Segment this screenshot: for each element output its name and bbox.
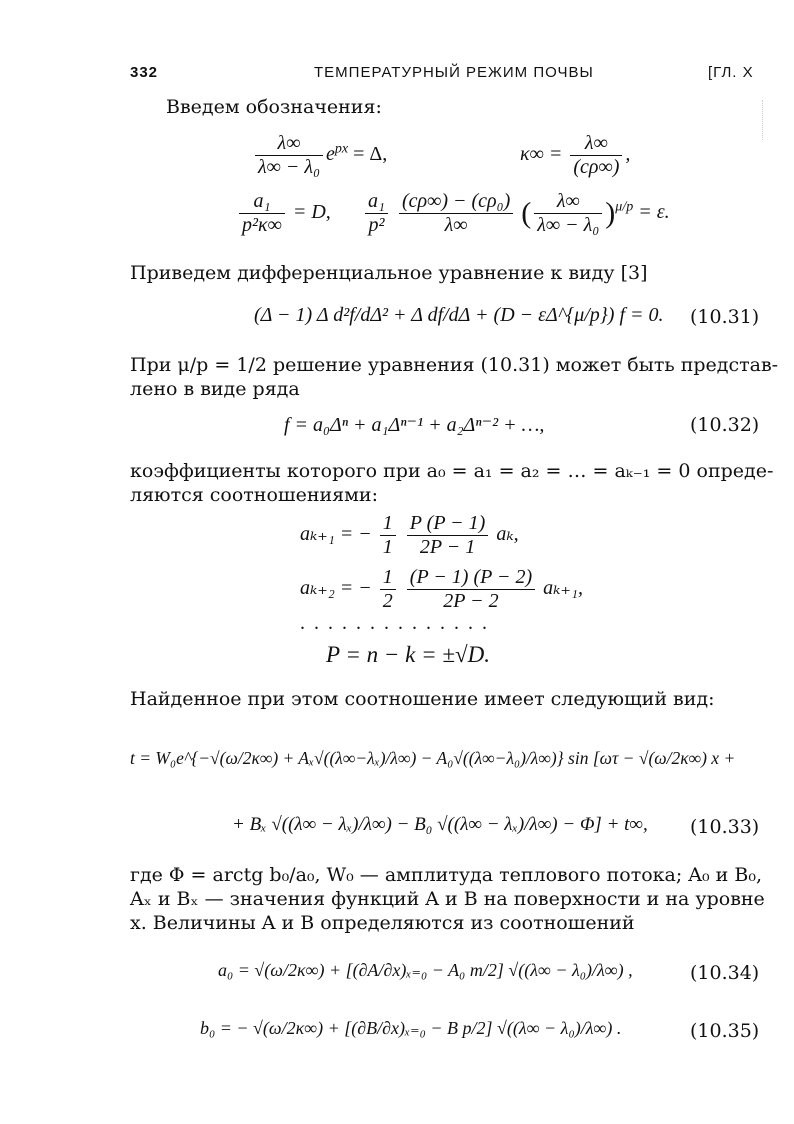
equation-10-31: (Δ − 1) Δ d²f/dΔ² + Δ df/dΔ + (D − εΔ^{μ/p}) f = 0. bbox=[254, 304, 664, 326]
fraction: $\frac{\lambda\infty}{\text{λ∞ − λ₀}}$ bbox=[534, 190, 602, 237]
fraction: $\frac{P (P - 1)}{2P - 1}$ bbox=[407, 512, 489, 559]
recurrence-2: aₖ₊₂ = − $\frac{1}{2}$ $\frac{(P - 1) (P - 2)}{2P - 2}$ aₖ₊₁, bbox=[300, 566, 583, 612]
recurrence-1: aₖ₊₁ = − $\frac{1}{1}$ $\frac{P (P - 1)}{2P - 1}$ aₖ, bbox=[300, 512, 519, 558]
equation-10-34: a₀ = √(ω/2κ∞) + [(∂A/∂x)ₓ₌₀ − A₀ m/2] √((λ∞ − λ₀)/λ∞) , bbox=[218, 960, 633, 980]
coefficient-text-line-1: коэффициенты которого при a₀ = a₁ = a₂ = … = aₖ₋₁ = 0 опреде- bbox=[130, 460, 774, 482]
equation-number-10-31: (10.31) bbox=[690, 306, 760, 328]
equation-10-33-line-1: t = W₀e^{−√(ω/2κ∞) + Aₓ√((λ∞−λₓ)/λ∞) − A₀√((λ∞−λ₀)/λ∞)} sin [ωτ − √(ω/2κ∞) x + bbox=[130, 748, 736, 768]
fraction: $\frac{\lambda\infty}{(c\rho\infty)}$ bbox=[570, 132, 622, 179]
ellipsis-row: . . . . . . . . . . . . . . bbox=[300, 612, 489, 634]
running-title: ТЕМПЕРАТУРНЫЙ РЕЖИМ ПОЧВЫ bbox=[314, 64, 594, 81]
equation-number-10-35: (10.35) bbox=[690, 1020, 760, 1042]
coefficient-text-line-2: ляются соотношениями: bbox=[130, 484, 378, 506]
definition-epsilon: $\frac{\text{a₁}}{\text{p²}}$ $\frac{\text{(cρ∞) − (cρ₀)}}{\lambda\infty}$ ( $\frac{\lambda\infty}{\text{λ∞ − λ₀}}$ )$^{\mu/p}$ = ε. bbox=[362, 190, 670, 237]
definition-D: $\frac{\text{a₁}}{\text{p²κ∞}}$ = D, bbox=[236, 190, 331, 237]
equation-number-10-34: (10.34) bbox=[690, 962, 760, 984]
fraction: $\frac{1}{1}$ bbox=[380, 512, 396, 559]
chapter-mark: [ГЛ. X bbox=[708, 64, 754, 81]
equation-10-32: f = a₀Δⁿ + a₁Δⁿ⁻¹ + a₂Δⁿ⁻² + …, bbox=[284, 414, 545, 436]
found-text: Найденное при этом соотношение имеет следующий вид: bbox=[130, 688, 715, 710]
fraction: $\frac{\lambda\infty}{\text{λ∞ − λ₀}}$ bbox=[255, 132, 323, 179]
reduce-text: Приведем дифференциальное уравнение к виду [3] bbox=[130, 262, 648, 284]
equation-10-35: b₀ = − √(ω/2κ∞) + [(∂B/∂x)ₓ₌₀ − B p/2] √((λ∞ − λ₀)/λ∞) . bbox=[200, 1018, 622, 1038]
fraction: $\frac{\text{a₁}}{\text{p²κ∞}}$ bbox=[239, 190, 285, 237]
scan-edge-mark bbox=[762, 100, 763, 140]
fraction: $\frac{\text{a₁}}{\text{p²}}$ bbox=[365, 190, 388, 237]
series-text-line-2: лено в виде ряда bbox=[130, 378, 300, 400]
equation-number-10-33: (10.33) bbox=[690, 816, 760, 838]
definition-kappa: κ∞ = $\frac{\lambda\infty}{(c\rho\infty)}$ , bbox=[520, 132, 631, 178]
where-text-line-2: Aₓ и Bₓ — значения функций A и B на поверхности и на уровне bbox=[130, 888, 765, 910]
page-number: 332 bbox=[130, 64, 159, 81]
equation-10-33-line-2: + Bₓ √((λ∞ − λₓ)/λ∞) − B₀ √((λ∞ − λₓ)/λ∞) − Φ] + t∞, bbox=[232, 814, 648, 835]
fraction: $\frac{1}{2}$ bbox=[380, 566, 396, 613]
intro-text: Введем обозначения: bbox=[166, 96, 382, 118]
definition-delta: $\frac{\lambda\infty}{\text{λ∞ − λ₀}}$ $e^{px} = \Delta$, bbox=[252, 132, 387, 179]
fraction: $\frac{\text{(cρ∞) − (cρ₀)}}{\lambda\infty}$ bbox=[399, 190, 513, 237]
fraction: $\frac{(P - 1) (P - 2)}{2P - 2}$ bbox=[407, 566, 535, 613]
series-text-line-1: При μ/p = 1/2 решение уравнения (10.31) может быть представ- bbox=[130, 354, 779, 376]
where-text-line-3: x. Величины A и B определяются из соотношений bbox=[130, 912, 635, 934]
where-text-line-1: где Φ = arctg b₀/a₀, W₀ — амплитуда теплового потока; A₀ и B₀, bbox=[130, 864, 762, 886]
equation-number-10-32: (10.32) bbox=[690, 414, 760, 436]
P-definition: P = n − k = ±√D. bbox=[326, 642, 491, 667]
